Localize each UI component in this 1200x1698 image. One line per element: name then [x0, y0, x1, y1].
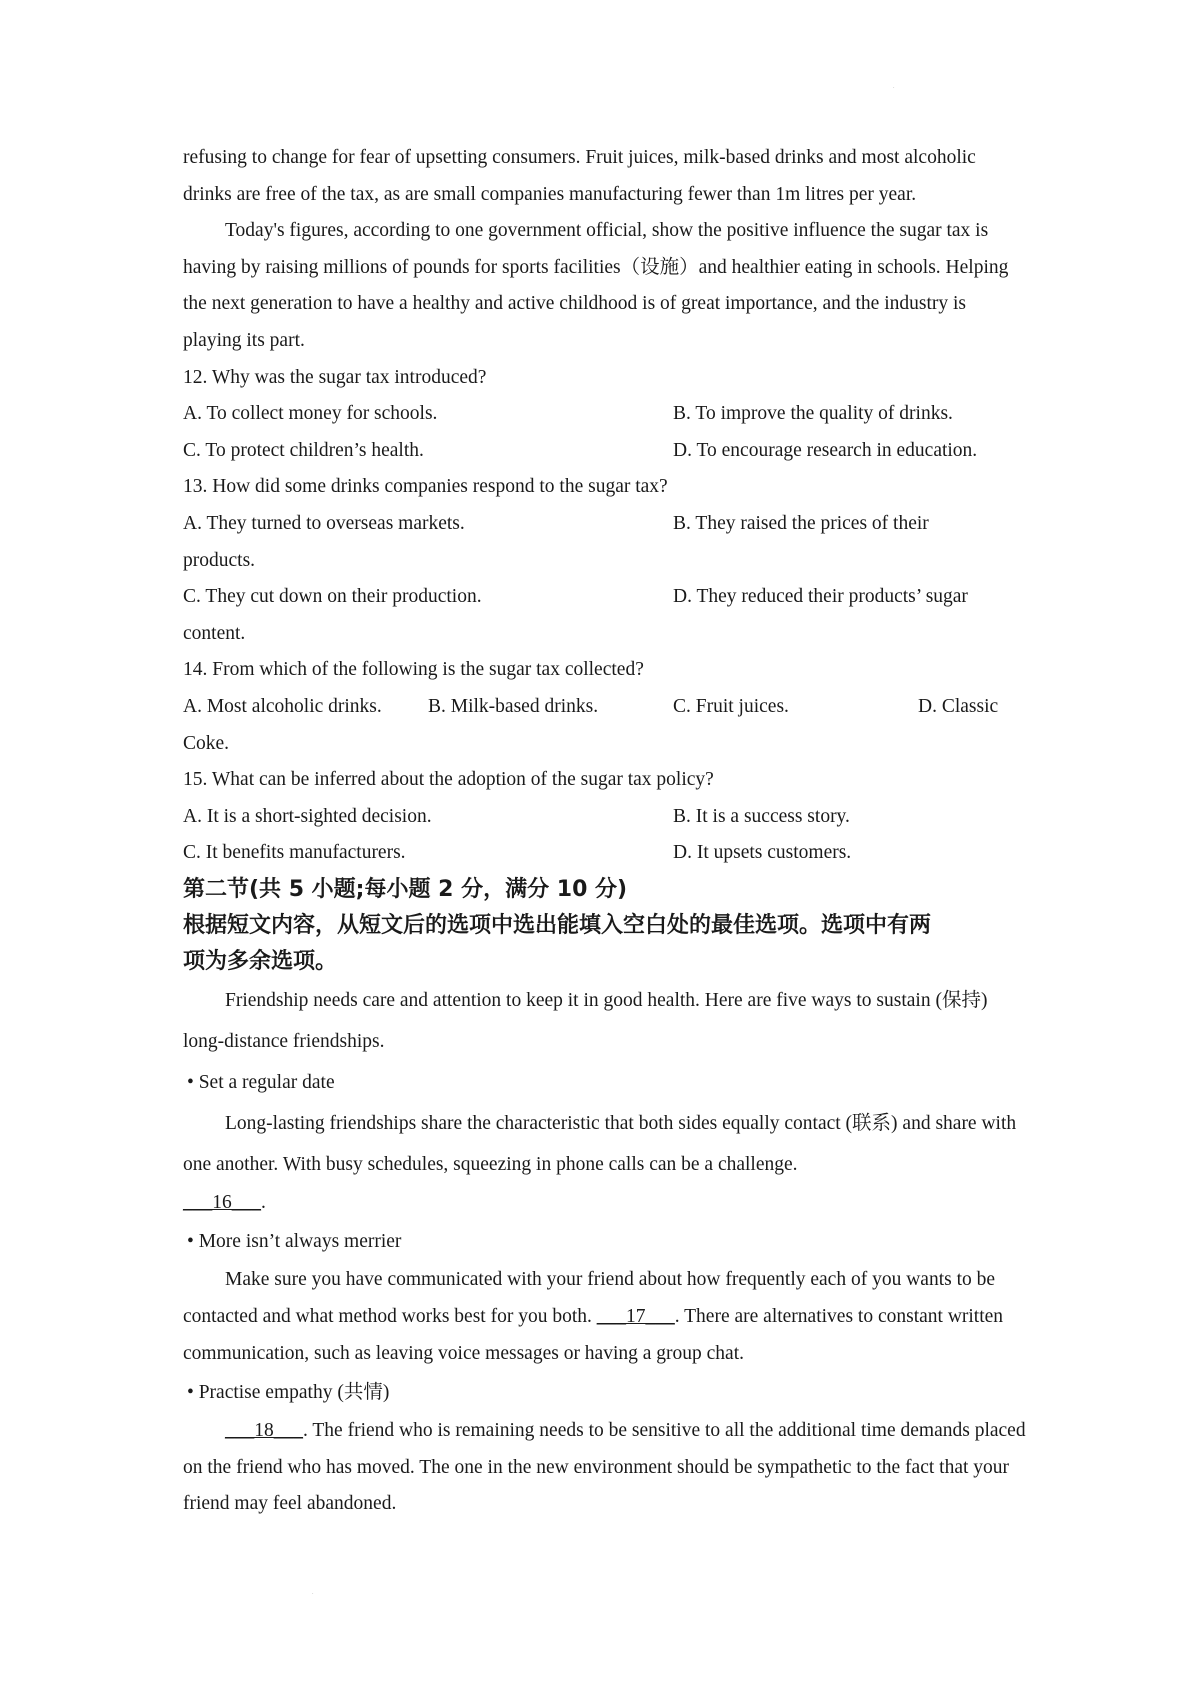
- option-d-continued: Coke.: [183, 732, 230, 754]
- option-c: C. To protect children’s health.: [183, 439, 424, 461]
- option-a: A. They turned to overseas markets.: [183, 512, 465, 534]
- option-b-continued: products.: [183, 549, 256, 571]
- bullet-heading: • More isn’t always merrier: [187, 1231, 402, 1253]
- blank-17: ___17___: [596, 1306, 675, 1328]
- options-row: [183, 396, 1028, 433]
- bullet-heading: • Practise empathy (共情): [187, 1382, 390, 1404]
- option-d: D. It upsets customers.: [673, 842, 852, 864]
- option-c: C. Fruit juices.: [673, 695, 789, 717]
- options-row: [183, 799, 1028, 836]
- body-paragraph: [183, 1262, 1028, 1372]
- option-d: D. To encourage research in education.: [673, 439, 978, 461]
- paragraph-text: Make sure you have communicated with your friend about how frequently each of you wants to be contacted and what method works best for you both.: [183, 1269, 996, 1328]
- document-content: [183, 140, 1028, 1523]
- question-stem: 14. From which of the following is the sugar tax collected?: [183, 659, 644, 681]
- option-a: A. To collect money for schools.: [183, 403, 438, 425]
- scan-mark: .: [893, 84, 895, 90]
- paragraph-text: . There are alternatives to constant written communication, such as leaving voice messages or having a group chat.: [183, 1306, 1004, 1364]
- blank-18: ___18___: [225, 1420, 303, 1442]
- option-d-continued: content.: [183, 622, 246, 644]
- options-row: [183, 506, 1028, 543]
- option-a: A. Most alcoholic drinks.: [183, 695, 382, 717]
- body-paragraph: [183, 1413, 1028, 1523]
- section-heading: 第二节(共 5 小题;每小题 2 分，满分 10 分): [183, 876, 628, 902]
- question-stem: 15. What can be inferred about the adoption of the sugar tax policy?: [183, 769, 714, 791]
- blank-16: ___16___: [183, 1191, 261, 1213]
- option-d: D. Classic: [918, 695, 999, 717]
- body-paragraph: Long-lasting friendships share the characteristic that both sides equally contact (联系) and share with one another. With busy schedules, squeezing in phone calls can be a challenge.: [183, 1112, 1017, 1175]
- options-row: [183, 835, 1028, 872]
- option-b: B. To improve the quality of drinks.: [673, 403, 953, 425]
- passage-paragraph: refusing to change for fear of upsetting consumers. Fruit juices, milk-based drinks and most alcoholic drinks are free of the tax, as are small companies manufacturing fewer than 1m litres per year.: [183, 147, 976, 205]
- section-instruction: 根据短文内容，从短文后的选项中选出能填入空白处的最佳选项。选项中有两: [183, 912, 932, 938]
- options-row: [183, 433, 1028, 470]
- options-row: [183, 579, 1028, 616]
- blank-line: [183, 1185, 1028, 1222]
- blank-16-punct: .: [261, 1191, 266, 1213]
- option-d: D. They reduced their products’ sugar: [673, 586, 968, 608]
- bullet-heading: • Set a regular date: [187, 1071, 335, 1093]
- option-b: B. It is a success story.: [673, 805, 850, 827]
- passage-paragraph: Today's figures, according to one government official, show the positive influence the sugar tax is having by raising millions of pounds for sports facilities（设施）and healthier eating in schools. Helping the next generation to have a healthy and active childhood is of great importance, and the industry is playing its part.: [183, 220, 1009, 351]
- option-a: A. It is a short-sighted decision.: [183, 805, 432, 827]
- option-c: C. It benefits manufacturers.: [183, 842, 406, 864]
- question-stem: 13. How did some drinks companies respond to the sugar tax?: [183, 476, 668, 498]
- intro-paragraph: Friendship needs care and attention to keep it in good health. Here are five ways to sustain (保持) long-distance friendships.: [183, 989, 988, 1052]
- scan-mark: .: [312, 1590, 314, 1596]
- option-b: B. They raised the prices of their: [673, 512, 929, 534]
- option-b: B. Milk-based drinks.: [428, 695, 599, 717]
- question-stem: 12. Why was the sugar tax introduced?: [183, 366, 487, 388]
- option-c: C. They cut down on their production.: [183, 586, 482, 608]
- paragraph-text: . The friend who is remaining needs to be sensitive to all the additional time demands placed on the friend who has moved. The one in the new environment should be sympathetic to the fact that your friend may feel abandoned.: [183, 1420, 1026, 1515]
- section-instruction: 项为多余选项。: [183, 948, 338, 974]
- options-row: [183, 689, 1028, 726]
